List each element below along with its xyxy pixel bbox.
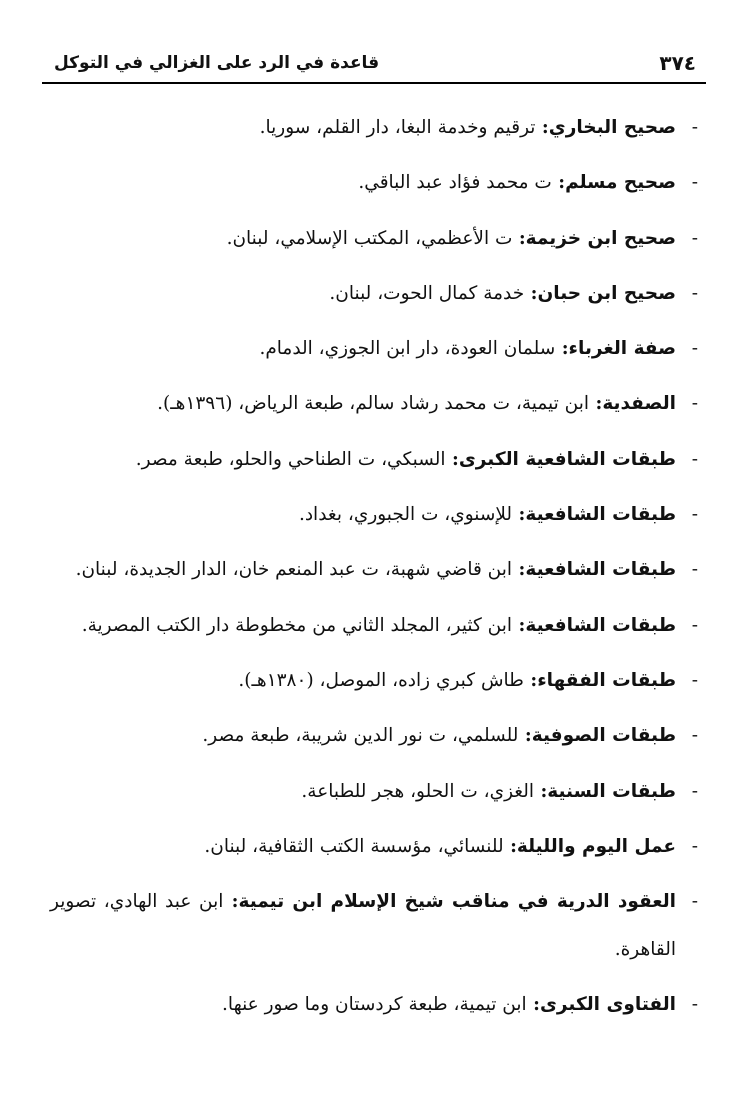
bibliography-entry: [50, 768, 698, 816]
entry-bullet-dash: -: [691, 393, 698, 415]
bibliography-entry: [50, 602, 698, 650]
bibliography-entry: [50, 380, 698, 428]
bibliography-entry: [50, 712, 698, 760]
entry-bullet-dash: -: [691, 835, 698, 857]
entry-title: صحيح البخاري: [548, 117, 676, 138]
entry-bullet-dash: -: [691, 172, 698, 194]
entry-bullet-dash: -: [691, 614, 698, 636]
bibliography-entry: [50, 436, 698, 484]
entry-title: طبقات الشافعية: [525, 614, 676, 636]
entry-bullet-dash: -: [691, 559, 698, 581]
bibliography-entry: [50, 215, 698, 263]
entry-bullet-dash: -: [691, 282, 698, 304]
entry-bullet-dash: -: [691, 994, 698, 1016]
entry-bullet-dash: -: [691, 448, 698, 470]
entry-title: طبقات الشافعية الكبرى: [458, 448, 676, 470]
entry-title: طبقات الفقهاء: [537, 669, 676, 691]
bibliography-entry: [50, 823, 698, 871]
entry-colon: :: [526, 994, 540, 1016]
entry-colon: :: [503, 835, 517, 857]
entry-description: السبكي، ت الطناحي والحلو، طبعة مصر.: [135, 448, 446, 470]
entry-colon: :: [534, 780, 548, 802]
bibliography-entry: [50, 546, 698, 594]
entry-colon: :: [518, 725, 532, 747]
bibliography-entry: [50, 491, 698, 539]
bibliography-entry: [50, 878, 698, 974]
entry-title: الصفدية: [602, 393, 676, 415]
entry-title: صفة الغرباء: [568, 338, 676, 360]
entry-description: للسلمي، ت نور الدين شريبة، طبعة مصر.: [202, 725, 519, 747]
entry-description: للإسنوي، ت الجبوري، بغداد.: [298, 504, 513, 526]
entry-bullet-dash: -: [691, 227, 698, 249]
running-header: [42, 44, 706, 84]
entry-bullet-dash: -: [691, 338, 698, 360]
entry-bullet-dash: -: [691, 780, 698, 802]
entry-description: ابن كثير، المجلد الثاني من مخطوطة دار الكتب المصرية.: [81, 614, 513, 636]
entry-colon: :: [223, 891, 239, 913]
entry-title: الفتاوى الكبرى: [539, 994, 676, 1016]
entry-title: طبقات الشافعية: [525, 559, 676, 581]
bibliography-entry: [50, 270, 698, 318]
entry-colon: :: [551, 172, 566, 194]
entry-title: صحيح ابن خزيمة: [525, 227, 676, 249]
entry-bullet-dash: -: [691, 891, 698, 913]
page-number: ٣٧٤: [659, 51, 696, 75]
bibliography-entry: [50, 657, 698, 705]
entry-colon: :: [555, 338, 569, 360]
bibliography-list: [50, 104, 698, 1037]
entry-title: العقود الدرية في مناقب شيخ الإسلام ابن تيمية: [238, 891, 676, 913]
entry-colon: :: [589, 393, 603, 415]
entry-description: ترقيم وخدمة البغا، دار القلم، سوريا.: [259, 117, 536, 138]
running-title: قاعدة في الرد على الغزالي في التوكل: [54, 53, 380, 73]
entry-colon: :: [535, 117, 549, 138]
entry-title: طبقات السنية: [547, 780, 676, 802]
bibliography-entry: [50, 104, 698, 152]
entry-colon: :: [512, 504, 526, 526]
entry-description: للنسائي، مؤسسة الكتب الثقافية، لبنان.: [204, 835, 504, 857]
entry-description: ابن قاضي شهبة، ت عبد المنعم خان، الدار الجديدة، لبنان.: [75, 559, 513, 581]
entry-description: الغزي، ت الحلو، هجر للطباعة.: [301, 780, 534, 802]
entry-bullet-dash: -: [691, 504, 698, 526]
entry-description: ت محمد فؤاد عبد الباقي.: [358, 172, 552, 194]
entry-bullet-dash: -: [691, 725, 698, 747]
entry-title: طبقات الشافعية: [525, 504, 676, 526]
entry-bullet-dash: -: [691, 117, 698, 138]
entry-title: صحيح مسلم: [565, 172, 676, 194]
entry-title: صحيح ابن حبان: [537, 282, 676, 304]
entry-colon: :: [523, 669, 538, 691]
entry-bullet-dash: -: [691, 669, 698, 691]
entry-description: خدمة كمال الحوت، لبنان.: [329, 282, 525, 304]
entry-colon: :: [524, 282, 538, 304]
entry-description: ابن عبد الهادي، تصوير القاهرة.: [50, 891, 676, 961]
entry-description: ت الأعظمي، المكتب الإسلامي، لبنان.: [226, 227, 513, 249]
entry-colon: :: [512, 559, 526, 581]
entry-description: سلمان العودة، دار ابن الجوزي، الدمام.: [259, 338, 556, 360]
entry-title: طبقات الصوفية: [531, 725, 676, 747]
entry-description: طاش كبري زاده، الموصل، (١٣٨٠هـ).: [238, 669, 524, 691]
entry-colon: :: [512, 227, 526, 249]
bibliography-entry: [50, 325, 698, 373]
entry-description: ابن تيمية، طبعة كردستان وما صور عنها.: [222, 994, 527, 1016]
entry-colon: :: [512, 614, 526, 636]
entry-colon: :: [445, 448, 459, 470]
entry-title: عمل اليوم والليلة: [516, 835, 676, 857]
bibliography-entry: [50, 981, 698, 1029]
bibliography-entry: [50, 159, 698, 207]
entry-description: ابن تيمية، ت محمد رشاد سالم، طبعة الرياض، (١٣٩٦هـ).: [157, 393, 590, 415]
